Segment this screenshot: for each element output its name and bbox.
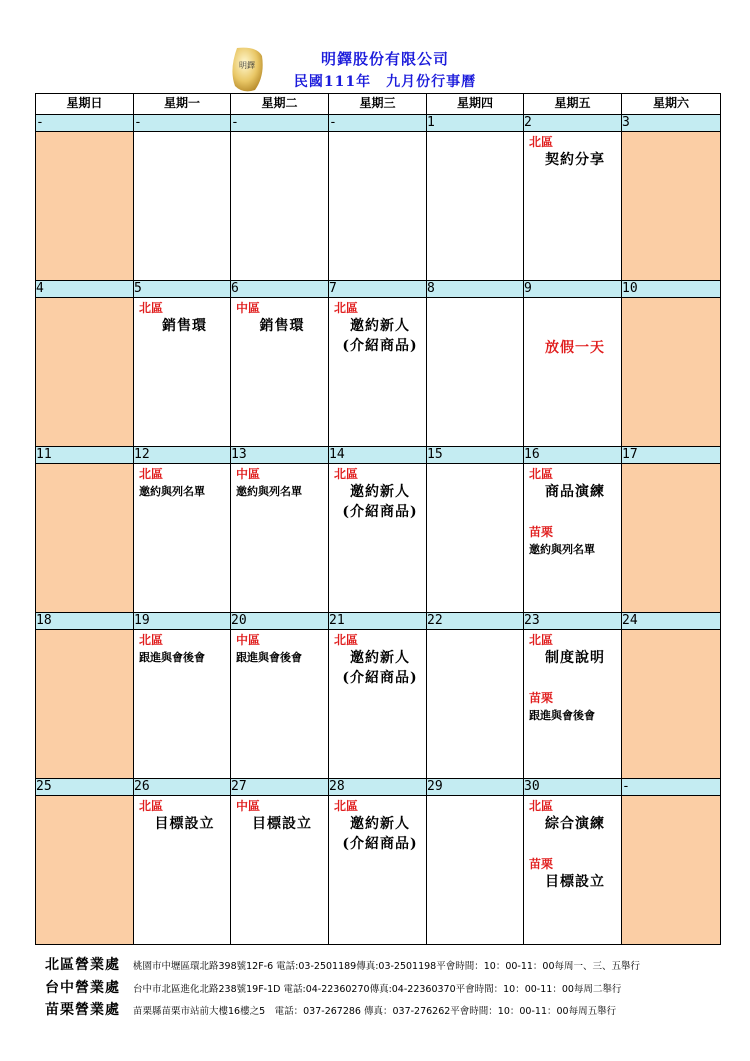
branch-office-line (45, 1001, 735, 1021)
branch-office-line (45, 979, 735, 999)
date-number: 28 (329, 779, 427, 796)
date-number: 29 (427, 779, 524, 796)
day-cell (524, 132, 622, 281)
weekday-header-row (36, 94, 721, 115)
day-cell (524, 630, 622, 779)
event-title: 綜合演練 (545, 816, 605, 832)
calendar-event (134, 298, 230, 336)
weekday-header: 星期六 (622, 94, 721, 115)
date-number: - (329, 115, 427, 132)
date-number-row (36, 447, 721, 464)
event-region: 北區 (139, 633, 164, 647)
events-row (36, 630, 721, 779)
date-number: 14 (329, 447, 427, 464)
date-number: 17 (622, 447, 721, 464)
day-cell (329, 796, 427, 945)
date-number: 1 (427, 115, 524, 132)
event-region: 北區 (139, 799, 164, 813)
branch-info: 台中市北區進化北路238號19F-1D 電話:04-22360270傳真:04-22360370平會時間：10：00-11：00每周二舉行 (133, 984, 622, 995)
day-cell (134, 464, 231, 613)
weekday-header: 星期二 (231, 94, 329, 115)
date-number: 13 (231, 447, 329, 464)
event-region: 苗栗 (529, 691, 554, 705)
weekend-cell (622, 796, 721, 945)
event-region: 北區 (139, 301, 164, 315)
date-number: - (231, 115, 329, 132)
calendar-event (231, 796, 328, 834)
calendar-event (524, 796, 621, 834)
date-number: 5 (134, 281, 231, 298)
day-cell (134, 630, 231, 779)
event-region: 中區 (236, 301, 261, 315)
event-region: 北區 (334, 301, 359, 315)
weekday-header: 星期一 (134, 94, 231, 115)
calendar-title: 民國111年 九月份行事曆 (293, 74, 477, 90)
calendar-table (35, 93, 721, 945)
day-cell (524, 464, 622, 613)
event-title: 邀約新人 (350, 650, 410, 666)
date-number: 12 (134, 447, 231, 464)
event-region: 北區 (529, 799, 554, 813)
branch-name: 台中營業處 (45, 980, 120, 996)
event-region: 中區 (236, 467, 261, 481)
event-title: 邀約與列名單 (529, 543, 595, 556)
date-number: 9 (524, 281, 622, 298)
date-number: 8 (427, 281, 524, 298)
branch-office-line (45, 956, 735, 976)
date-number: 21 (329, 613, 427, 630)
day-cell (524, 796, 622, 945)
calendar-event (524, 834, 621, 892)
date-number: 26 (134, 779, 231, 796)
calendar-event (524, 668, 621, 726)
calendar-event (524, 630, 621, 668)
event-title: 目標設立 (252, 816, 312, 832)
event-region: 北區 (529, 633, 554, 647)
event-title: 邀約與列名單 (139, 485, 205, 498)
event-region: 北區 (529, 135, 554, 149)
date-number: 24 (622, 613, 721, 630)
event-subtitle: (介紹商品) (342, 504, 418, 520)
day-cell (231, 132, 329, 281)
calendar-event (329, 630, 426, 688)
event-subtitle: (介紹商品) (342, 836, 418, 852)
date-number: 25 (36, 779, 134, 796)
weekend-cell (36, 630, 134, 779)
day-cell (231, 464, 329, 613)
event-region: 中區 (236, 633, 261, 647)
date-number: 6 (231, 281, 329, 298)
date-number: 11 (36, 447, 134, 464)
calendar-event (231, 298, 328, 336)
event-title: 跟進與會後會 (139, 651, 205, 664)
event-title: 邀約新人 (350, 484, 410, 500)
day-cell (329, 630, 427, 779)
day-cell (134, 132, 231, 281)
calendar-event (329, 464, 426, 522)
weekend-cell (36, 464, 134, 613)
calendar-event (524, 132, 621, 170)
date-number: 27 (231, 779, 329, 796)
event-region: 中區 (236, 799, 261, 813)
calendar-event (134, 796, 230, 834)
date-number-row (36, 779, 721, 796)
event-title: 跟進與會後會 (529, 709, 595, 722)
day-cell (427, 132, 524, 281)
day-cell (427, 796, 524, 945)
calendar-event (134, 630, 230, 668)
event-region: 北區 (334, 799, 359, 813)
date-number: - (36, 115, 134, 132)
date-number: 20 (231, 613, 329, 630)
date-number-row (36, 115, 721, 132)
weekday-header: 星期五 (524, 94, 622, 115)
event-title: 邀約新人 (350, 318, 410, 334)
logo-text: 明鐸 (239, 61, 255, 70)
date-number-row (36, 281, 721, 298)
weekday-header: 星期日 (36, 94, 134, 115)
event-title: 銷售環 (259, 318, 305, 334)
event-region: 北區 (139, 467, 164, 481)
calendar-event (231, 630, 328, 668)
day-cell (134, 796, 231, 945)
date-number: 19 (134, 613, 231, 630)
date-number: - (622, 779, 721, 796)
weekend-cell (36, 796, 134, 945)
event-region: 苗栗 (529, 525, 554, 539)
date-number: 10 (622, 281, 721, 298)
event-title: 目標設立 (154, 816, 215, 832)
day-cell (134, 298, 231, 447)
date-number: 30 (524, 779, 622, 796)
events-row (36, 132, 721, 281)
calendar-event (329, 796, 426, 854)
date-number: 18 (36, 613, 134, 630)
events-row (36, 298, 721, 447)
event-title: 制度說明 (545, 650, 605, 666)
date-number: 16 (524, 447, 622, 464)
weekday-header: 星期四 (427, 94, 524, 115)
event-subtitle: (介紹商品) (342, 670, 418, 686)
weekend-cell (622, 132, 721, 281)
calendar-event (134, 464, 230, 502)
event-title: 銷售環 (162, 318, 207, 334)
event-title: 邀約新人 (350, 816, 410, 832)
branch-info: 苗栗縣苗栗市站前大樓16樓之5 電話：037-267286 傳真：037-276262平會時間：10：00-11：00每周五舉行 (133, 1006, 617, 1017)
calendar-event (231, 464, 328, 502)
day-cell (524, 298, 622, 447)
day-cell (231, 796, 329, 945)
calendar-event (524, 464, 621, 502)
date-number: 2 (524, 115, 622, 132)
event-region: 北區 (334, 633, 359, 647)
date-number: 15 (427, 447, 524, 464)
weekend-cell (36, 132, 134, 281)
date-number: 3 (622, 115, 721, 132)
event-title: 契約分享 (545, 152, 605, 168)
event-region: 苗栗 (529, 857, 554, 871)
event-region: 北區 (529, 467, 554, 481)
date-number: 23 (524, 613, 622, 630)
date-number: 22 (427, 613, 524, 630)
date-number: 7 (329, 281, 427, 298)
day-cell (427, 464, 524, 613)
day-cell (427, 298, 524, 447)
calendar-event (329, 298, 426, 356)
event-region: 北區 (334, 467, 359, 481)
event-title: 商品演練 (545, 484, 605, 500)
weekend-cell (622, 464, 721, 613)
events-row (36, 796, 721, 945)
weekday-header: 星期三 (329, 94, 427, 115)
date-number: 4 (36, 281, 134, 298)
day-cell (329, 298, 427, 447)
day-cell (231, 298, 329, 447)
calendar-event (524, 502, 621, 560)
event-subtitle: (介紹商品) (342, 338, 418, 354)
weekend-cell (36, 298, 134, 447)
event-title: 跟進與會後會 (236, 651, 302, 664)
day-cell (329, 132, 427, 281)
event-title: 目標設立 (545, 874, 605, 890)
date-number: - (134, 115, 231, 132)
weekend-cell (622, 298, 721, 447)
branch-name: 苗栗營業處 (45, 1002, 120, 1018)
event-title: 放假一天 (545, 340, 605, 356)
weekend-cell (622, 630, 721, 779)
calendar-event (524, 298, 621, 358)
day-cell (329, 464, 427, 613)
events-row (36, 464, 721, 613)
company-name: 明鐸股份有限公司 (320, 50, 449, 68)
event-title: 邀約與列名單 (236, 485, 302, 498)
day-cell (231, 630, 329, 779)
branch-name: 北區營業處 (45, 957, 120, 973)
branch-info: 桃園市中壢區環北路398號12F-6 電話:03-2501189傳真:03-2501198平會時間：10：00-11：00每周一、三、五舉行 (133, 961, 641, 972)
date-number-row (36, 613, 721, 630)
day-cell (427, 630, 524, 779)
